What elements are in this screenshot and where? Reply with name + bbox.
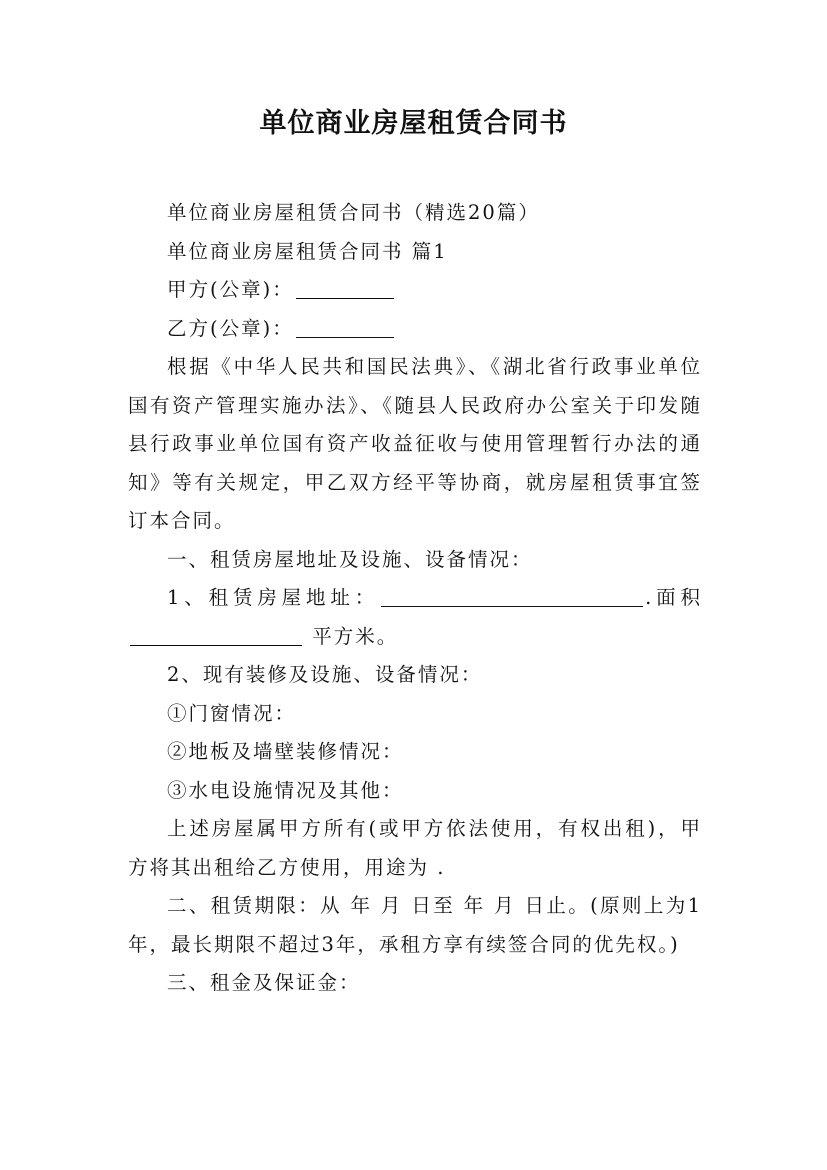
- paragraph-clause-3: 三、租金及保证金：: [167, 971, 361, 994]
- paragraph-facilities: 2、现有装修及设施、设备情况：: [167, 663, 483, 686]
- address-label: 1、租赁房屋地址：: [167, 586, 380, 609]
- paragraph-address: [128, 579, 702, 656]
- document-title: 单位商业房屋租赁合同书: [259, 108, 568, 139]
- party-a-label: 甲方(公章)：: [167, 278, 294, 301]
- paragraph-clause-1: 一、租赁房屋地址及设施、设备情况：: [167, 547, 533, 571]
- paragraph-doors-windows: ①门窗情况：: [167, 701, 297, 725]
- area-label: .面积: [645, 586, 702, 609]
- party-a-blank: [296, 278, 394, 299]
- area-blank: [130, 624, 302, 645]
- paragraph-ownership: 上述房屋属甲方所有(或甲方依法使用，有权出租)，甲方将其出租给乙方使用，用途为 .: [128, 817, 702, 879]
- paragraph-utilities: ③水电设施情况及其他：: [167, 778, 404, 802]
- party-b-blank: [296, 316, 394, 337]
- paragraph-section-heading: 单位商业房屋租赁合同书 篇1: [167, 239, 448, 263]
- paragraph-party-a: [128, 271, 702, 310]
- paragraph-subtitle: 单位商业房屋租赁合同书（精选20篇）: [167, 201, 540, 224]
- paragraph-party-b: [128, 310, 702, 349]
- document-body: [128, 194, 702, 1003]
- address-blank: [381, 586, 643, 607]
- area-unit: 平方米。: [312, 624, 399, 648]
- paragraph-lease-term: 二、租赁期限：从 年 月 日至 年 月 日止。(原则上为1年，最长期限不超过3年，承租方享有续签合同的优先权。): [128, 894, 702, 956]
- paragraph-floor-walls: ②地板及墙壁装修情况：: [167, 740, 404, 763]
- paragraph-legal-basis: 根据《中华人民共和国民法典》、《湖北省行政事业单位国有资产管理实施办法》、《随县人民政府办公室关于印发随县行政事业单位国有资产收益征收与使用管理暂行办法的通知》等有关规定，甲乙双方经平等协商，就房屋租赁事宜签订本合同。: [128, 355, 702, 532]
- party-b-label: 乙方(公章)：: [167, 316, 294, 340]
